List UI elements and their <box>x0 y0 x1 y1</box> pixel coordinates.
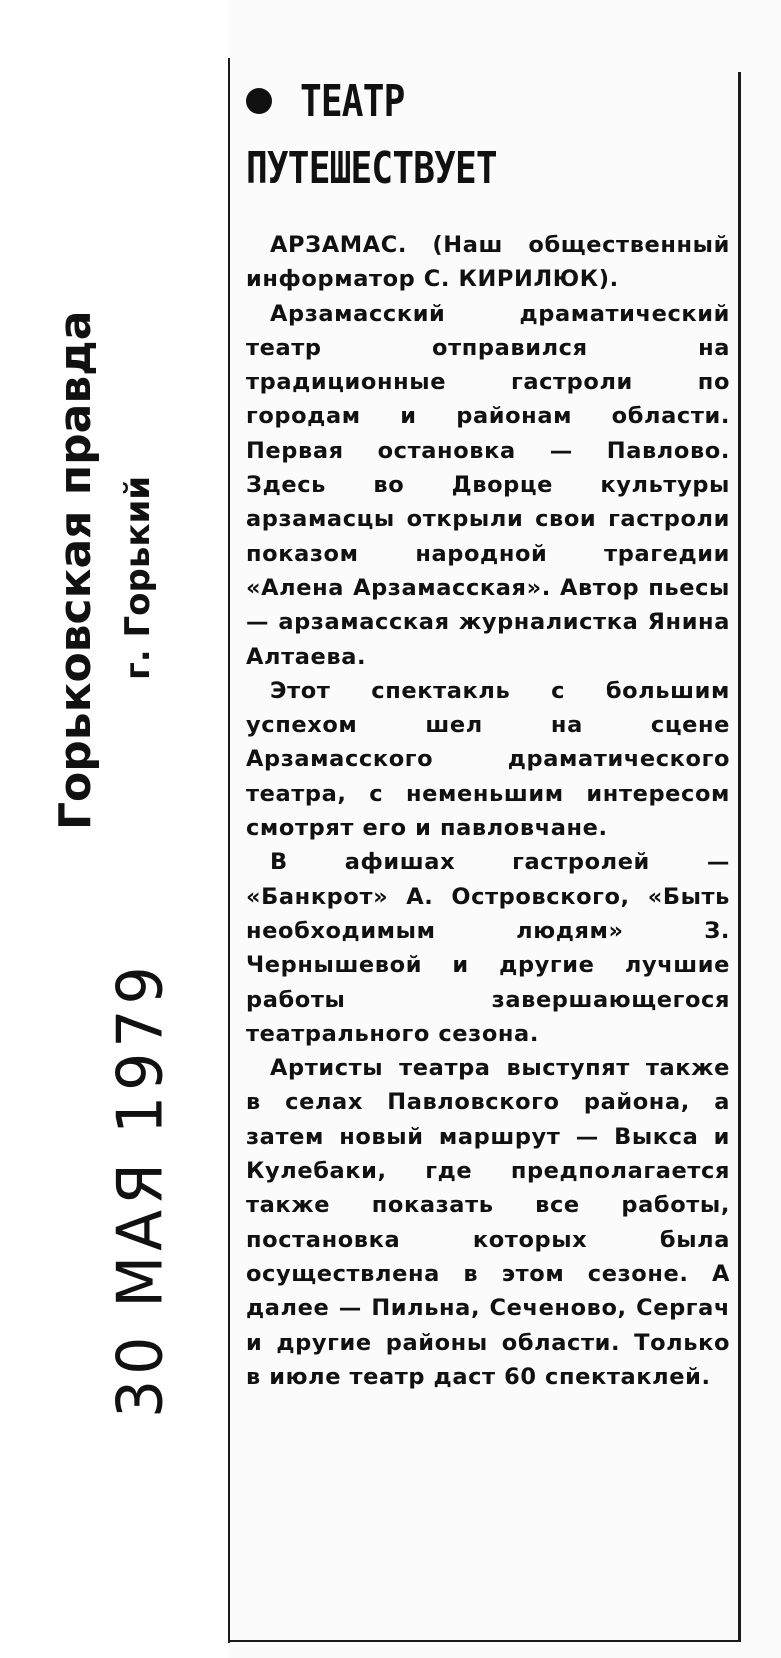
city-stamp: г. Горький <box>118 475 158 680</box>
article-paragraph: Этот спектакль с большим успехом шел на сцене Арзамасского драматического театра, с неменьшим интересом смотрят его и павловчане. <box>246 677 730 842</box>
newspaper-stamp: Горьковская правда <box>50 310 101 830</box>
article-paragraph: Артисты театра выступят также в селах Павловского района, а затем новый маршрут — Выкса и Кулебаки, где предполагается также показать все работы, постановка которых была осуществлена в этом сезоне. А далее — Пильна, Сеченово, Сергач и другие районы области. Только в июле театр даст 60 спектаклей. <box>246 1055 730 1390</box>
headline-row <box>246 70 730 132</box>
article <box>246 70 730 1394</box>
dateline-paragraph: АРЗАМАС. (Наш общественный информатор С. КИРИЛЮК). <box>246 232 730 293</box>
article-paragraph: В афишах гастролей — «Банкрот» А. Островского, «Быть необходимым людям» З. Чернышевой и другие лучшие работы завершающегося театрального сезона. <box>246 849 730 1047</box>
headline-line2: ПУТЕШЕСТВУЕТ <box>246 143 497 194</box>
article-body <box>246 228 730 1394</box>
column-rule-left <box>228 58 230 1643</box>
headline-line1: ТЕАТР <box>300 75 405 127</box>
article-paragraph: Арзамасский драматический театр отправился на традиционные гастроли по городам и районам области. Первая остановка — Павлово. Здесь во Дворце культуры арзамасцы открыли свои гастроли показом народной трагедии «Алена Арзамасская». Автор пьесы — арзамасская журналистка Янина Алтаева. <box>246 300 730 670</box>
bullet-icon <box>246 88 272 114</box>
date-stamp: 30 МАЯ 1979 <box>104 961 178 1418</box>
column-rule-right <box>738 72 741 1642</box>
column-rule-bottom <box>228 1640 740 1642</box>
